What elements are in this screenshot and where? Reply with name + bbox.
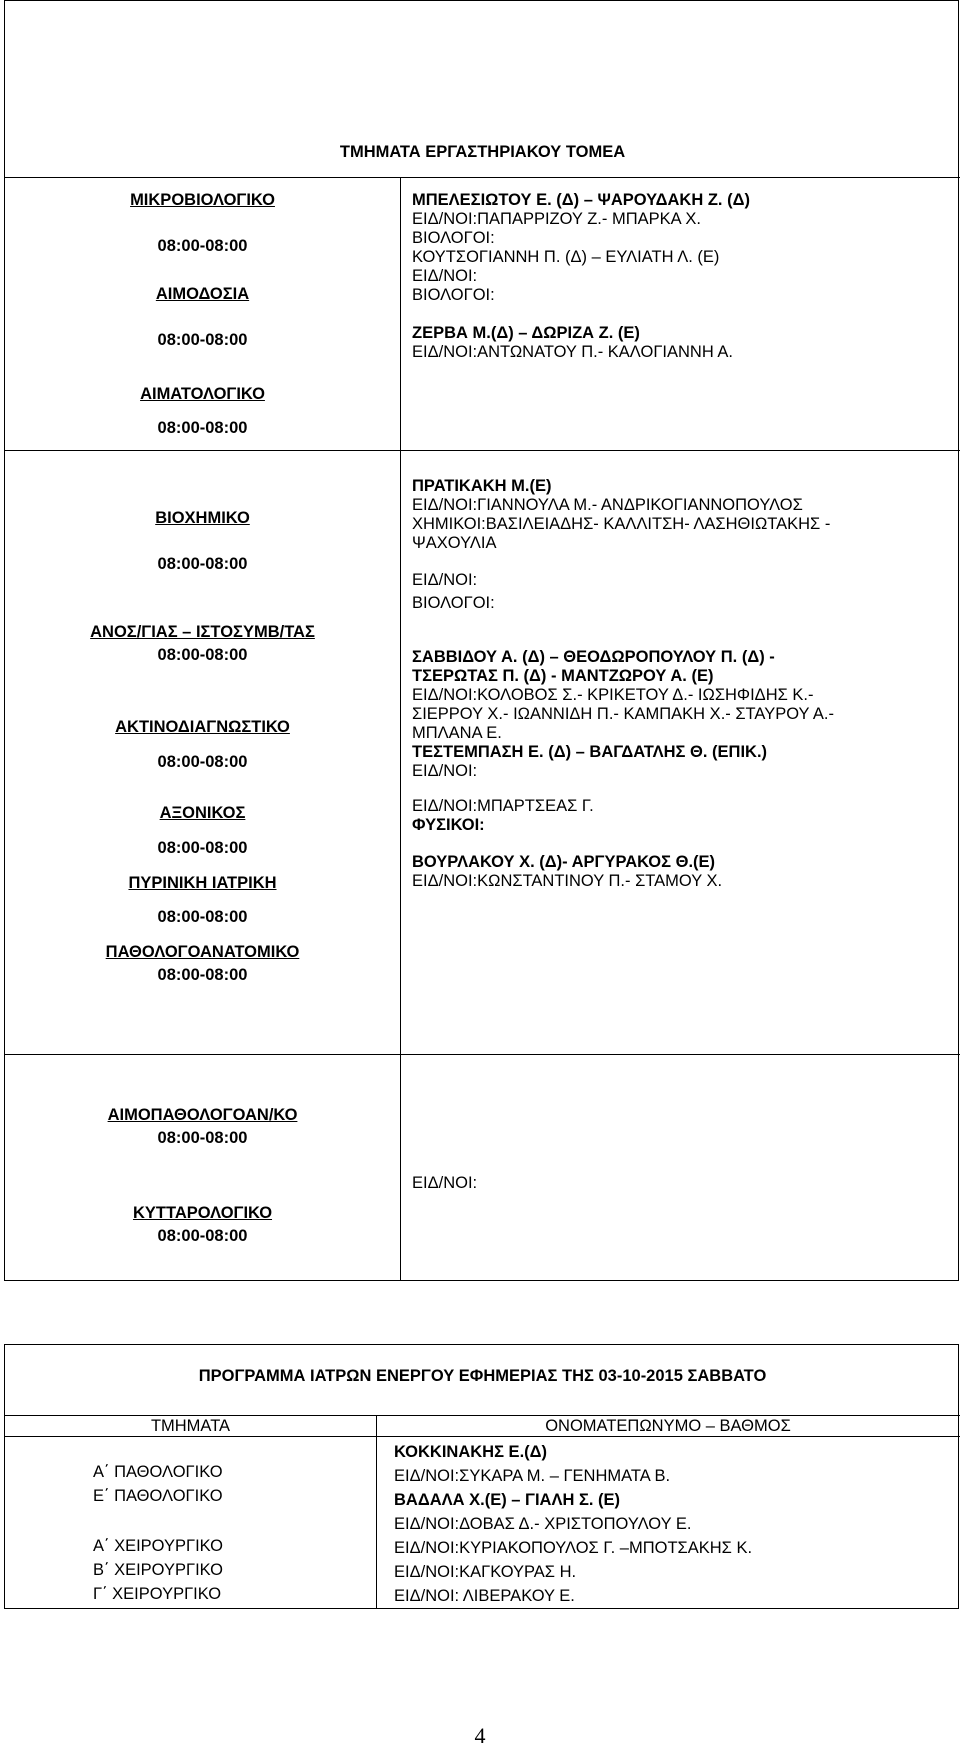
- dept-hours: 08:00-08:00: [157, 753, 248, 771]
- duty-name: ΚΟΚΚΙΝΑΚΗΣ Ε.(Δ): [394, 1443, 547, 1461]
- dept-label: ΑΙΜΑΤΟΛΟΓΙΚΟ: [140, 385, 265, 403]
- duty-dept: Ε΄ ΠΑΘΟΛΟΓΙΚΟ: [93, 1487, 223, 1505]
- dept-hours: 08:00-08:00: [157, 419, 248, 437]
- staff-line: ΕΙΔ/ΝΟΙ:: [412, 267, 478, 285]
- col-header-departments: ΤΜΗΜΑΤΑ: [150, 1417, 231, 1435]
- dept-label: ΚΥΤΤΑΡΟΛΟΓΙΚΟ: [132, 1204, 273, 1222]
- dept-hours: 08:00-08:00: [157, 966, 248, 984]
- block1-top-border: [5, 177, 960, 178]
- block1-divider: [400, 177, 401, 450]
- dept-hours: 08:00-08:00: [157, 839, 248, 857]
- staff-line: ΕΙΔ/ΝΟΙ:ΜΠΑΡΤΣΕΑΣ Γ.: [412, 797, 594, 815]
- duty-name: ΕΙΔ/ΝΟΙ:ΚΥΡΙΑΚΟΠΟΥΛΟΣ Γ. –ΜΠΟΤΣΑΚΗΣ Κ.: [394, 1539, 753, 1557]
- dept-label: ΜΙΚΡΟΒΙΟΛΟΓΙΚΟ: [130, 191, 275, 209]
- staff-line: ΨΑΧΟΥΛΙΑ: [412, 534, 497, 552]
- on-duty-divider: [376, 1415, 377, 1609]
- dept-label: ΑΚΤΙΝΟΔΙΑΓΝΩΣΤΙΚΟ: [115, 718, 290, 736]
- dept-label: ΠΥΡΙΝΙΚΗ ΙΑΤΡΙΚΗ: [128, 874, 277, 892]
- staff-line: ΕΙΔ/ΝΟΙ:: [412, 762, 478, 780]
- block2-top-border: [5, 450, 960, 451]
- staff-line: ΕΙΔ/ΝΟΙ:ΓΙΑΝΝΟΥΛΑ Μ.- ΑΝΔΡΙΚΟΓΙΑΝΝΟΠΟΥΛΟΣ: [412, 496, 803, 514]
- duty-name: ΕΙΔ/ΝΟΙ: ΛΙΒΕΡΑΚΟΥ Ε.: [394, 1587, 575, 1605]
- staff-line: ΣΑΒΒΙΔΟΥ Α. (Δ) – ΘΕΟΔΩΡΟΠΟΥΛΟΥ Π. (Δ) -: [412, 648, 775, 666]
- block3-staff: [412, 1174, 952, 1193]
- staff-line: ΕΙΔ/ΝΟΙ:ΚΩΝΣΤΑΝΤΙΝΟΥ Π.- ΣΤΑΜΟΥ Χ.: [412, 872, 723, 890]
- on-duty-header-top-border: [5, 1415, 960, 1416]
- col-header-names: ΟΝΟΜΑΤΕΠΩΝΥΜΟ – ΒΑΘΜΟΣ: [545, 1417, 791, 1435]
- dept-label: ΑΙΜΟΠΑΘΟΛΟΓΟΑΝ/ΚΟ: [107, 1106, 298, 1124]
- block3-divider: [400, 1054, 401, 1281]
- staff-line: ΠΡΑΤΙΚΑΚΗ Μ.(Ε): [412, 477, 552, 495]
- duty-dept: Α΄ ΠΑΘΟΛΟΓΙΚΟ: [93, 1463, 223, 1481]
- laboratory-section-title: ΤΜΗΜΑΤΑ ΕΡΓΑΣΤΗΡΙΑΚΟΥ ΤΟΜΕΑ: [339, 143, 626, 161]
- dept-hours: 08:00-08:00: [157, 237, 248, 255]
- staff-line: ΖΕΡΒΑ Μ.(Δ) – ΔΩΡΙΖΑ Ζ. (Ε): [412, 324, 640, 342]
- laboratory-section: [4, 0, 959, 1281]
- dept-label: ΒΙΟΧΗΜΙΚΟ: [155, 509, 250, 527]
- block3-top-border: [5, 1054, 960, 1055]
- staff-line: ΤΣΕΡΩΤΑΣ Π. (Δ) - ΜΑΝΤΖΩΡΟΥ Α. (Ε): [412, 667, 714, 685]
- dept-label: ΠΑΘΟΛΟΓΟΑΝΑΤΟΜΙΚΟ: [105, 943, 300, 961]
- staff-line: ΣΙΕΡΡΟΥ Χ.- ΙΩΑΝΝΙΔΗ Π.- ΚΑΜΠΑΚΗ Χ.- ΣΤΑΥΡΟΥ Α.-: [412, 705, 834, 723]
- dept-label: ΑΝΟΣ/ΓΙΑΣ – ΙΣΤΟΣΥΜΒ/ΤΑΣ: [90, 623, 315, 641]
- duty-name: ΕΙΔ/ΝΟΙ:ΚΑΓΚΟΥΡΑΣ Η.: [394, 1563, 577, 1581]
- staff-line: ΒΙΟΛΟΓΟΙ:: [412, 229, 495, 247]
- dept-hours: 08:00-08:00: [157, 331, 248, 349]
- page-number: 4: [474, 1723, 486, 1748]
- dept-label: ΑΞΟΝΙΚΟΣ: [159, 804, 246, 822]
- on-duty-names: [394, 1440, 954, 1608]
- on-duty-header-bottom-border: [5, 1436, 960, 1437]
- staff-line: ΜΠΛΑΝΑ Ε.: [412, 724, 502, 742]
- block2-staff: [412, 477, 952, 891]
- staff-line: ΒΟΥΡΛΑΚΟΥ Χ. (Δ)- ΑΡΓΥΡΑΚΟΣ Θ.(Ε): [412, 853, 716, 871]
- block2-divider: [400, 450, 401, 1054]
- staff-line: ΧΗΜΙΚΟΙ:ΒΑΣΙΛΕΙΑΔΗΣ- ΚΑΛΛΙΤΣΗ- ΛΑΣΗΘΙΩΤΑΚΗΣ -: [412, 515, 831, 533]
- staff-line: ΕΙΔ/ΝΟΙ:ΚΟΛΟΒΟΣ Σ.- ΚΡΙΚΕΤΟΥ Δ.- ΙΩΣΗΦΙΔΗΣ Κ.-: [412, 686, 814, 704]
- dept-hours: 08:00-08:00: [157, 646, 248, 664]
- staff-line: ΜΠΕΛΕΣΙΩΤΟΥ Ε. (Δ) – ΨΑΡΟΥΔΑΚΗ Ζ. (Δ): [412, 191, 750, 209]
- dept-hours: 08:00-08:00: [157, 1227, 248, 1245]
- dept-hours: 08:00-08:00: [157, 908, 248, 926]
- duty-dept: Α΄ ΧΕΙΡΟΥΡΓΙΚΟ: [93, 1537, 224, 1555]
- dept-label: ΑΙΜΟΔΟΣΙΑ: [155, 285, 250, 303]
- staff-line: ΕΙΔ/ΝΟΙ:: [412, 571, 478, 589]
- staff-line: ΕΙΔ/ΝΟΙ:ΠΑΠΑΡΡΙΖΟΥ Ζ.- ΜΠΑΡΚΑ Χ.: [412, 210, 701, 228]
- staff-line: ΚΟΥΤΣΟΓΙΑΝΝΗ Π. (Δ) – ΕΥΛΙΑΤΗ Λ. (Ε): [412, 248, 720, 266]
- duty-dept: Γ΄ ΧΕΙΡΟΥΡΓΙΚΟ: [93, 1585, 222, 1603]
- duty-name: ΕΙΔ/ΝΟΙ:ΔΟΒΑΣ Δ.- ΧΡΙΣΤΟΠΟΥΛΟΥ Ε.: [394, 1515, 692, 1533]
- staff-line: ΕΙΔ/ΝΟΙ:ΑΝΤΩΝΑΤΟΥ Π.- ΚΑΛΟΓΙΑΝΝΗ Α.: [412, 343, 734, 361]
- on-duty-section: [4, 1344, 959, 1609]
- dept-hours: 08:00-08:00: [157, 1129, 248, 1147]
- staff-line: ΒΙΟΛΟΓΟΙ:: [412, 594, 495, 612]
- duty-dept: Β΄ ΧΕΙΡΟΥΡΓΙΚΟ: [93, 1561, 224, 1579]
- on-duty-title: ΠΡΟΓΡΑΜΜΑ ΙΑΤΡΩΝ ΕΝΕΡΓΟΥ ΕΦΗΜΕΡΙΑΣ ΤΗΣ 03-10-2015 ΣΑΒΒΑΤΟ: [198, 1367, 767, 1385]
- duty-name: ΕΙΔ/ΝΟΙ:ΣΥΚΑΡΑ Μ. – ΓΕΝΗΜΑΤΑ Β.: [394, 1467, 671, 1485]
- staff-line: ΤΕΣΤΕΜΠΑΣΗ Ε. (Δ) – ΒΑΓΔΑΤΛΗΣ Θ. (ΕΠΙΚ.): [412, 743, 768, 761]
- staff-line: ΕΙΔ/ΝΟΙ:: [412, 1174, 478, 1192]
- staff-line: ΒΙΟΛΟΓΟΙ:: [412, 286, 495, 304]
- dept-hours: 08:00-08:00: [157, 555, 248, 573]
- staff-line: ΦΥΣΙΚΟΙ:: [412, 816, 485, 834]
- block1-staff: [412, 191, 952, 362]
- duty-name: ΒΑΔΑΛΑ Χ.(Ε) – ΓΙΑΛΗ Σ. (Ε): [394, 1491, 621, 1509]
